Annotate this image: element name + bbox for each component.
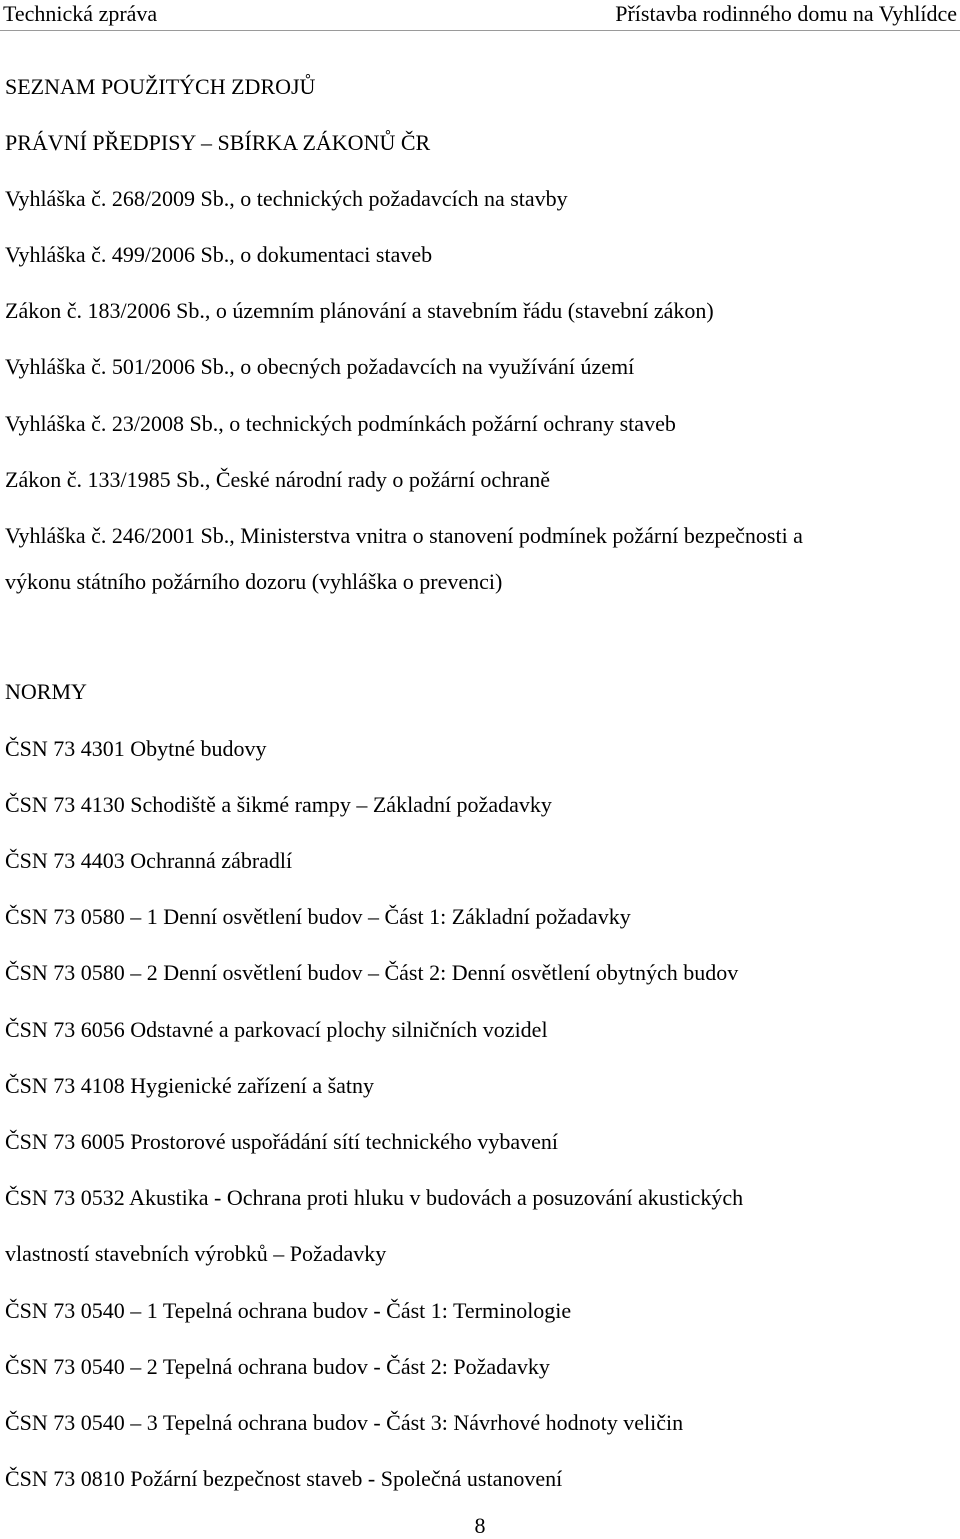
page-number: 8 bbox=[474, 1513, 486, 1538]
norm-item: ČSN 73 6005 Prostorové uspořádání sítí technického vybavení bbox=[5, 1129, 558, 1154]
legal-item-continuation: výkonu státního požárního dozoru (vyhláška o prevenci) bbox=[5, 569, 503, 594]
norm-item: ČSN 73 6056 Odstavné a parkovací plochy silničních vozidel bbox=[5, 1017, 548, 1042]
legal-item: Vyhláška č. 501/2006 Sb., o obecných požadavcích na využívání území bbox=[5, 354, 635, 379]
norm-item: ČSN 73 0580 – 2 Denní osvětlení budov – Část 2: Denní osvětlení obytných budov bbox=[5, 960, 739, 985]
header-project-title: Přístavba rodinného domu na Vyhlídce bbox=[615, 1, 957, 26]
norm-item: ČSN 73 0540 – 3 Tepelná ochrana budov - Část 3: Návrhové hodnoty veličin bbox=[5, 1410, 684, 1435]
norms-heading: NORMY bbox=[5, 679, 87, 704]
norm-item: ČSN 73 0810 Požární bezpečnost staveb - Společná ustanovení bbox=[5, 1466, 563, 1491]
page-header bbox=[0, 0, 960, 31]
norm-item: ČSN 73 4403 Ochranná zábradlí bbox=[5, 848, 293, 873]
legal-item: Vyhláška č. 23/2008 Sb., o technických podmínkách požární ochrany staveb bbox=[5, 411, 676, 436]
sources-heading: SEZNAM POUŽITÝCH ZDROJŮ bbox=[5, 74, 316, 99]
header-document-type: Technická zpráva bbox=[3, 1, 158, 26]
legal-item: Zákon č. 133/1985 Sb., České národní rady o požární ochraně bbox=[5, 467, 550, 492]
legal-regulations-heading: PRÁVNÍ PŘEDPISY – SBÍRKA ZÁKONŮ ČR bbox=[5, 130, 431, 155]
legal-item: Vyhláška č. 246/2001 Sb., Ministerstva vnitra o stanovení podmínek požární bezpečnosti a bbox=[5, 523, 803, 548]
norm-item: ČSN 73 0532 Akustika - Ochrana proti hluku v budovách a posuzování akustických bbox=[5, 1185, 744, 1210]
norm-item-continuation: vlastností stavebních výrobků – Požadavky bbox=[5, 1241, 387, 1266]
norm-item: ČSN 73 0580 – 1 Denní osvětlení budov – Část 1: Základní požadavky bbox=[5, 904, 631, 929]
norm-item: ČSN 73 4108 Hygienické zařízení a šatny bbox=[5, 1073, 375, 1098]
legal-item: Vyhláška č. 499/2006 Sb., o dokumentaci staveb bbox=[5, 242, 433, 267]
norm-item: ČSN 73 4301 Obytné budovy bbox=[5, 736, 267, 761]
norm-item: ČSN 73 4130 Schodiště a šikmé rampy – Základní požadavky bbox=[5, 792, 552, 817]
norm-item: ČSN 73 0540 – 2 Tepelná ochrana budov - Část 2: Požadavky bbox=[5, 1354, 550, 1379]
legal-item: Vyhláška č. 268/2009 Sb., o technických požadavcích na stavby bbox=[5, 186, 568, 211]
norm-item: ČSN 73 0540 – 1 Tepelná ochrana budov - Část 1: Terminologie bbox=[5, 1298, 572, 1323]
legal-item: Zákon č. 183/2006 Sb., o územním plánování a stavebním řádu (stavební zákon) bbox=[5, 298, 714, 323]
